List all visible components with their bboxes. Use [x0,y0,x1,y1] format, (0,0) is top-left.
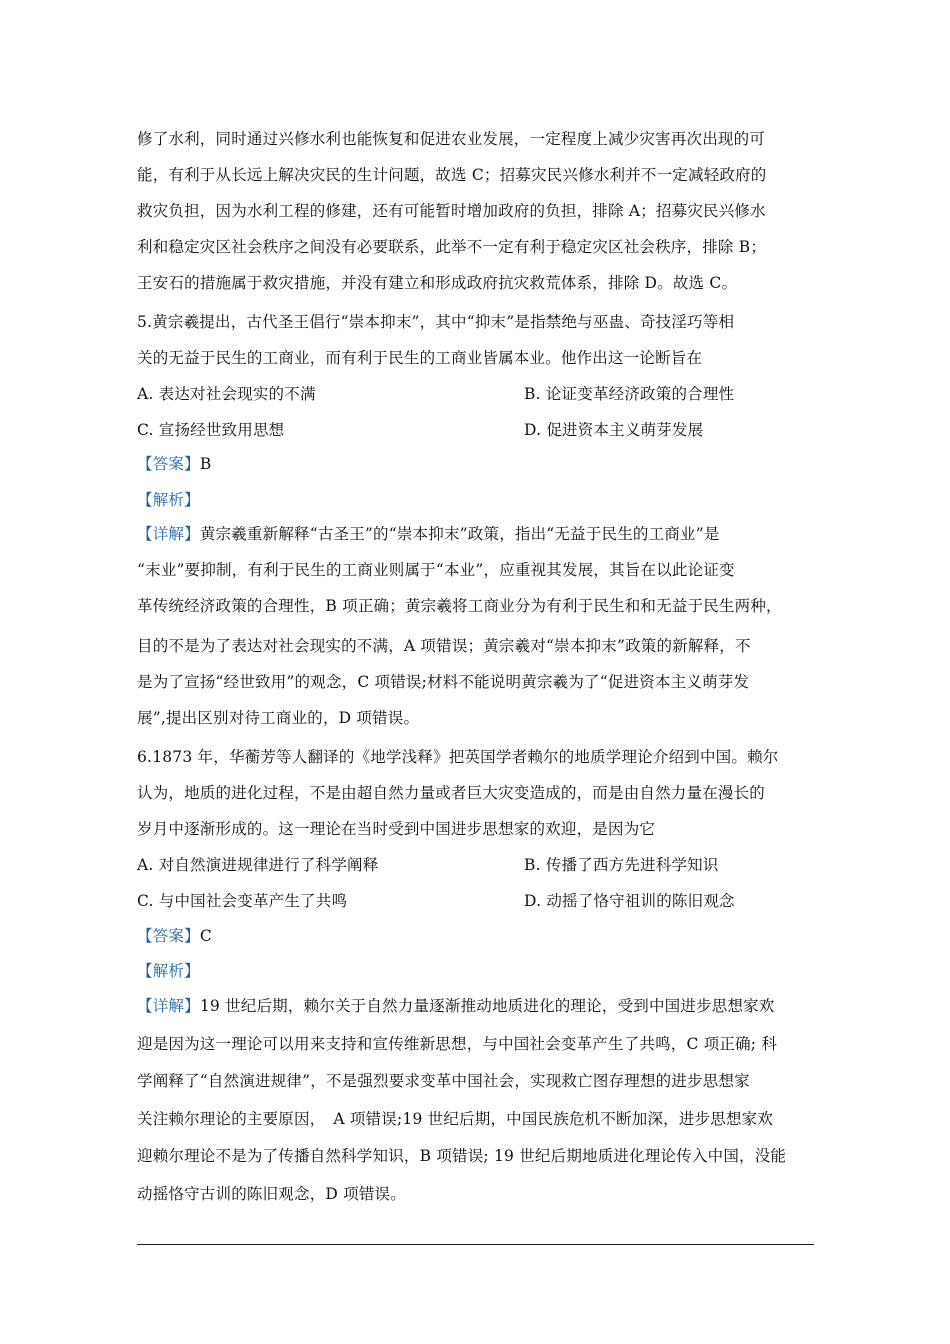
answer-value: B [199,455,212,473]
text-line: 修了水利，同时通过兴修水利也能恢复和促进农业发展，一定程度上减少灾害再次出现的可 [137,130,766,148]
text-line: 展”,提出区别对待工商业的，D 项错误。 [137,709,420,727]
text-line: 利和稳定灾区社会秩序之间没有必要联系，此举不一定有利于稳定灾区社会秩序，排除 B； [137,238,767,256]
text-line: 迎是因为这一理论可以用来支持和宣传维新思想，与中国社会变革产生了共鸣，C 项正确; 科 [137,1035,778,1053]
question-6-stem: 岁月中逐渐形成的。这一理论在当时受到中国进步思想家的欢迎，是因为它 [137,820,656,838]
text-line: 是为了宣扬“经世致用”的观念，C 项错误;材料不能说明黄宗羲为了“促进资本主义萌芽发 [137,673,750,691]
option-c: C. 与中国社会变革产生了共鸣 [137,892,348,910]
text-line: 动摇恪守古训的陈旧观念，D 项错误。 [137,1185,406,1203]
option-d: D. 动摇了恪守祖训的陈旧观念 [524,892,735,910]
text-line: 革传统经济政策的合理性，B 项正确；黄宗羲将工商业分为有利于民生和和无益于民生两种， [137,597,782,615]
detail-text: 19 世纪后期，赖尔关于自然力量逐渐推动地质进化的理论，受到中国进步思想家欢 [199,997,775,1015]
answer-line [137,924,212,948]
analysis-tag: 【解析】 [137,491,200,509]
question-5-stem: 5.黄宗羲提出，古代圣王倡行“崇本抑末”，其中“抑末”是指禁绝与巫蛊、奇技淫巧等相 [137,313,735,331]
option-d: D. 促进资本主义萌芽发展 [524,421,704,439]
text-line: “末业”要抑制，有利于民生的工商业则属于“本业”，应重视其发展，其旨在以此论证变 [137,561,735,579]
detail-tag: 【详解】 [137,525,200,543]
footer-divider [137,1244,814,1245]
text-line: 能，有利于从长远上解决灾民的生计问题，故选 C；招募灾民兴修水利并不一定减轻政府的 [137,166,767,184]
text-line: 目的不是为了表达对社会现实的不满，A 项错误；黄宗羲对“崇本抑末”政策的新解释，不 [137,637,751,655]
text-line: 关注赖尔理论的主要原因， A 项错误;19 世纪后期，中国民族危机不断加深，进步思想家欢 [137,1110,774,1128]
text-line: 迎赖尔理论不是为了传播自然科学知识，B 项错误; 19 世纪后期地质进化理论传入中国，没能 [137,1147,787,1165]
answer-value: C [199,927,212,945]
text-line: 学阐释了“自然演进规律”，不是强烈要求变革中国社会，实现救亡图存理想的进步思想家 [137,1072,750,1090]
analysis-tag: 【解析】 [137,962,200,980]
option-a: A. 对自然演进规律进行了科学阐释 [137,856,379,874]
answer-tag: 【答案】 [137,927,200,945]
question-5-stem: 关的无益于民生的工商业，而有利于民生的工商业皆属本业。他作出这一论断旨在 [137,349,703,367]
option-c: C. 宣扬经世致用思想 [137,421,285,439]
question-6-stem: 6.1873 年，华蘅芳等人翻译的《地学浅释》把英国学者赖尔的地质学理论介绍到中国。赖尔 [137,748,779,766]
text-line: 救灾负担，因为水利工程的修建，还有可能暂时增加政府的负担，排除 A；招募灾民兴修水 [137,202,766,220]
option-b: B. 传播了西方先进科学知识 [524,856,719,874]
answer-tag: 【答案】 [137,455,200,473]
option-b: B. 论证变革经济政策的合理性 [524,385,735,403]
detail-text: 黄宗羲重新解释“古圣王”的“崇本抑末”政策，指出“无益于民生的工商业”是 [199,525,720,543]
answer-line [137,452,211,476]
detail-line [137,522,720,546]
option-a: A. 表达对社会现实的不满 [137,385,316,403]
question-6-stem: 认为，地质的进化过程，不是由超自然力量或者巨大灾变造成的，而是由自然力量在漫长的 [137,784,766,802]
text-line: 王安石的措施属于救灾措施，并没有建立和形成政府抗灾救荒体系，排除 D。故选 C。 [137,274,738,292]
detail-tag: 【详解】 [137,997,200,1015]
detail-line [137,994,775,1018]
